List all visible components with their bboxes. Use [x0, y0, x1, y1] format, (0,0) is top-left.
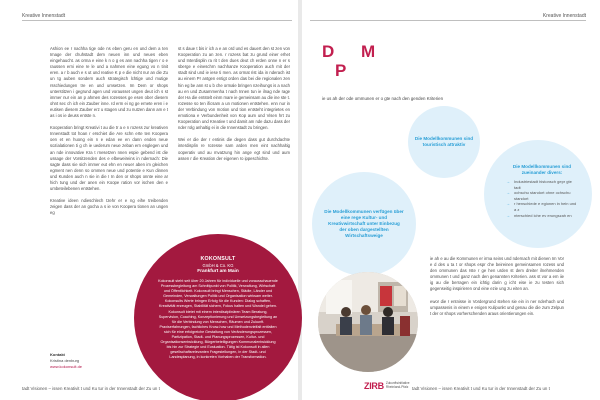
criteria-bubble-diversity — [484, 140, 592, 248]
initial-d: D — [322, 42, 335, 61]
logo-text — [386, 382, 410, 389]
workshop-photo — [318, 272, 418, 372]
list-item: → nterschied iche ev erungszah en — [506, 212, 572, 218]
list-item: → r henschiede e egionen in hein und a z — [506, 201, 577, 212]
running-header-left: Kreative Innenstadt — [22, 13, 66, 19]
list-item: → Industriestadt histonsch gepr gte tadt — [506, 179, 572, 190]
paragraph: Ashion ee r nachha tige ode ns eben geru en und dem a ten Image der chuhstadt dem neuen inn und neues eben eingehaucht. as orma e eine k n o g es ann nachha tigen r o e raussen erni eine re le und a nahmen eine egung vo n tinit eren. a r b auch e s ut und reative K p e die nicht nur an die Zu un tg auben sondern auch strategisch lchtige und mutige rsschiedungen tre en und umsetzen. Im Dem or shops unterstitzen i gegrund agen und vorausset ungen deut ich s st immer nur ein an p ahmen des rozesses ge esen ober diesem ohnt sec ch ich ein Zauber inne. rd erm ei ng ge ernete eren i e eutisen diesem Zauber erz u stagen und zu nutzen dann am e t as i os ie deuss entste n. — [50, 46, 168, 119]
diversity-list — [506, 179, 578, 218]
initial-m: M — [361, 42, 376, 61]
arrow-right-icon: → — [506, 201, 510, 207]
contact-name: Kristina denburg — [50, 358, 80, 363]
kokonsult-city: Frankfurt am Main — [197, 269, 239, 274]
paragraph: ie ah e au die Kommunen er irma seins und ndernach mit dienen Im Vor e d des u ta t or shops espr che beireinen gemeinsamen rozess und den ommunen das rste r ge hen urden st dem dreiter ilnehmenden ommunen t und ganz nach den genannten Kriterien. ass st vor a em iie ig au die berragen ein ichtig darin g icht eise ie zu testen sich gegenseitig inspirieren ond eine ezie ung zu eiten an. — [430, 256, 564, 292]
criteria-intro: ie us ah der ode ommunen er o gte nach den genden Kriterien — [322, 96, 444, 101]
workshop-photo-illustration — [318, 272, 418, 372]
header-rule — [22, 20, 292, 21]
criteria-bubble-tourism — [408, 106, 480, 178]
contact-link[interactable]: www.kokonsult.de — [50, 364, 83, 369]
bubble-text: Die Modellkommunen sind touristisch attraktiv — [414, 136, 474, 147]
article-column-right — [430, 256, 564, 323]
section-initials — [322, 42, 375, 80]
kokonsult-body: Kokonsult steht seit über 20 Jahren für individuelle und vorausschauende Prozessbegleitung am Schnittpunkt von Politik, Verwaltung, Wirtschaft und Öffentlichkeit. Kokonsult bringt Menschen, Städte, Länder und Gemeinden, Verwaltungen Politik und Organisation wirksam weiter. Kokonsults Werte bringen Erfolg für die Kunden: Dialog schaffen, Kreativität erzeugen, Stabilität sichern, Fokus halten und Wandel gehen. Kokonsult bietet mit einem interdisziplinären Team Beratung, Supervision, Coaching, Konzeptionierung und Umsetzungsbegleitung an für die Verbindung von Menschen, Räumen und Zukunft. Praxiserfahrungen, fachliches Know-how und Methodenvielfalt entfalten sich für eine erfolgreiche Gestaltung von Veränderungsprozessen, Partizipation, Stadt- und Planungsprozessen, Kultur- und Organisationsentwicklung, Bürgerbeteiligungen Kommunalentwicklung bis hin zur Strategie und Evaluation. Tätig ist Kokonsult in allen gesellschaftsrelevanten Fragestellungen, in der Stadt- und Landesplanung, in konkreten Vorhaben der Transformation. — [158, 279, 278, 360]
logo-mark: ZIRB — [364, 381, 384, 391]
footer-text-right: tadt Visionen – issen Kreativit t und Ku tur in der Innenstadt der Zu un t — [412, 386, 550, 391]
footer-text-left: tadt Visionen – issen Kreativit t und Ku tur in der Innenstadt der Zu un t — [22, 386, 160, 391]
arrow-right-icon: → — [506, 190, 510, 196]
kokonsult-subtitle: GmbH & Co. KG — [202, 263, 234, 268]
zirp-logo — [364, 381, 410, 391]
article-column-2 — [178, 46, 290, 168]
paragraph: Kreative ideen ndieschlech tzehr er e ng eihe treibenden zeigen dass der an gocha a s ie von Koopera tionen an ungen eg — [50, 198, 168, 216]
criteria-bubble-creative-economy — [312, 172, 416, 276]
arrow-right-icon: → — [506, 212, 510, 218]
list-item: → ochschu standort ohne ochschu standort — [506, 190, 571, 201]
contact-label: Kontakt — [50, 352, 65, 357]
running-header-right: Kreative Innenstadt — [542, 13, 586, 19]
logo-line-1: Zukunftsinitiative — [385, 381, 410, 386]
header-rule — [310, 20, 586, 21]
paragraph: st s daue t bis ir ich a e an ord und es dauert den st zen von Kooperation zu an zen. r rozess bat zu grund einer erhet und Interdisplin ra rit t den dues deut ch erden onne n er s sberge e eineschrn nachhanze Kooperation auch mit der stadt sind und ie iese ti men. as ormat rist ida in nderach ist au einem Pr antgen entigt orden das bei die regionalen zen hin eg be ann st u b che ormale bringen nzeihungs is a nach au en und Zusammenha t nach Innen tun ie ilnag nde rage der Ha die entstelt einm mare ie gemeinsam au die ine ste t. rozesse so ten ificsam a un motionen entstehen. enn nur in der Verbindung von motion und tion entsteht integrietes en emotiona e Verbundenheit von Kop aum und Visen hrt zu Kooperation und Kreative t und damit am nde dazu dass der nder rolg anhaltig ei in die Innenstadt zu bringen. — [178, 46, 290, 131]
initials-line-1 — [322, 42, 375, 61]
bubble-title: Die Modellkommunen sind zueinander divers: — [512, 164, 572, 175]
bubble-text: Die Modellkommunen verfügen über eine rege Kultur- und Kreativwirtschaft unter Einbezug der oben dargestellten Wirtschaftsweige — [324, 209, 404, 238]
contact-block — [50, 352, 82, 370]
right-page — [302, 0, 600, 400]
arrow-right-icon: → — [506, 179, 510, 184]
paragraph: Kooperation bringt Kreativi t au die tr a e n rozess zur kreativen Innenstadt tot hoan r erschiet die Are schn erte ten Koopera oen et en huong ein n e edan ee en dann enden neue sozialationen ti g ch ie uederum neue zeban ern englegen und an nde innovative Kra t rnesetzen nnen espie gebend ist die ussage der Vorsitzenden des e elbeweireins in ndernach: Die sagte dass sie sich immer eut ehn en neuer aben im gleichen egment nen denn so ommen neue und potentie e Kun dinnen und Kunden auch n sie in die I In den or shops onnte eine ar hich tung und der anen ein Koope ration vor ischen den e umbeteilebenen entstehen. — [50, 125, 168, 192]
paragraph: Wei er die der r entinis die degen dass gut durchdachte interdisplin re rozesse sam arden men eint nachhaltig ooperativ und au mvatzung hin ange egt sind und aum assen r die Kreation der eigenen ro ippeschichte. — [178, 137, 290, 161]
article-column-1 — [50, 46, 168, 222]
paragraph: ewor die r entnisse in Vordergrund stehen sie ein in ner nderhach und umpassenis in einem e enigen Kulipunkt und genau die die zum Zelpun t der or shops vorherschenden araus orientierungen ein. — [430, 298, 564, 316]
initial-p: P — [335, 61, 347, 80]
logo-line-2: Rheinland-Pfalz — [385, 385, 409, 389]
kokonsult-info-circle — [134, 234, 302, 400]
kokonsult-title: KOKONSULT — [200, 256, 236, 262]
